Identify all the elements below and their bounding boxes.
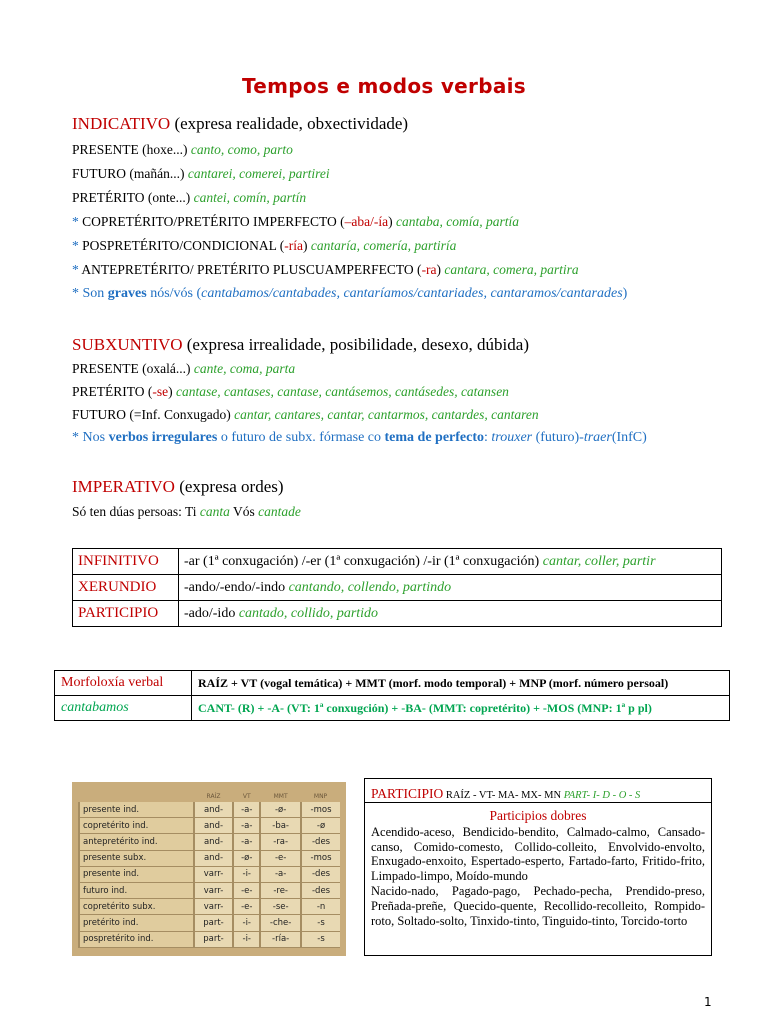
note-example: trouxer bbox=[491, 430, 533, 445]
cell: -e- bbox=[233, 882, 260, 898]
row-content bbox=[179, 601, 722, 627]
cell: -ø- bbox=[260, 802, 301, 818]
row-label: PARTICIPIO bbox=[73, 601, 179, 627]
cell: -ø- bbox=[233, 850, 260, 866]
table-row bbox=[79, 802, 340, 818]
paren: ) bbox=[388, 214, 397, 229]
line-example: cantaba, comía, partía bbox=[396, 214, 520, 229]
cell: -des bbox=[301, 882, 340, 898]
cell: -a- bbox=[233, 802, 260, 818]
line-label: PRETÉRITO ( bbox=[72, 384, 153, 399]
cell: -s bbox=[301, 915, 340, 931]
participio-morphemes: PART- I- D - O - S bbox=[563, 790, 641, 801]
row-label: XERUNDIO bbox=[73, 575, 179, 601]
note-bold: verbos irregulares bbox=[108, 430, 218, 445]
line-label: PRESENTE (oxalá...) bbox=[72, 361, 194, 376]
imperativo-desc: (expresa ordes) bbox=[174, 477, 284, 496]
line-label: FUTURO (=Inf. Conxugado) bbox=[72, 407, 235, 422]
subxuntivo-heading bbox=[72, 335, 529, 355]
line-label: POSPRETÉRITO/CONDICIONAL ( bbox=[82, 238, 285, 253]
table-row bbox=[79, 850, 340, 866]
page-number: 1 bbox=[704, 995, 712, 1009]
note-text: nós/vós ( bbox=[146, 286, 202, 301]
cell: -i- bbox=[233, 931, 260, 947]
cell: -ba- bbox=[260, 818, 301, 834]
row-label: presente ind. bbox=[79, 802, 194, 818]
row-label: copretérito subx. bbox=[79, 899, 194, 915]
line-example: cantade bbox=[258, 504, 301, 519]
indicativo-name: INDICATIVO bbox=[72, 114, 171, 133]
row-label: presente ind. bbox=[79, 866, 194, 882]
note-bold: tema de perfecto bbox=[384, 430, 485, 445]
cell: -e- bbox=[233, 899, 260, 915]
subxuntivo-preterito bbox=[72, 384, 509, 400]
cell: -ø bbox=[301, 818, 340, 834]
note-text: (futuro)- bbox=[532, 430, 584, 445]
line-label: PRESENTE (hoxe...) bbox=[72, 142, 191, 157]
subxuntivo-name: SUBXUNTIVO bbox=[72, 335, 183, 354]
row-text: -ando/-endo/-indo bbox=[184, 579, 289, 595]
subxuntivo-presente bbox=[72, 361, 295, 377]
line-label: FUTURO (mañán...) bbox=[72, 166, 188, 181]
morfoloxia-analysis: CANT- (R) + -A- (VT: 1ª conxugción) + -BA- (MMT: copretérito) + -MOS (MNP: 1ª p pl) bbox=[192, 696, 730, 721]
cell: varr- bbox=[194, 899, 234, 915]
table-row bbox=[73, 549, 722, 575]
indicativo-presente bbox=[72, 142, 293, 158]
line-label: Vós bbox=[229, 504, 259, 519]
row-text: -ado/-ido bbox=[184, 605, 239, 621]
cell: -a- bbox=[260, 866, 301, 882]
morfoloxia-formula: RAÍZ + VT (vogal temática) + MMT (morf. modo temporal) + MNP (morf. número persoal) bbox=[192, 671, 730, 696]
cell: -mos bbox=[301, 850, 340, 866]
participio-header bbox=[365, 779, 711, 803]
paren: ) bbox=[168, 384, 176, 399]
line-example: cantara, comera, partira bbox=[444, 262, 579, 277]
indicativo-copreterito bbox=[72, 214, 519, 230]
col-header: MNP bbox=[313, 792, 328, 800]
row-example: cantando, collendo, partindo bbox=[288, 579, 452, 595]
line-example: canto, como, parto bbox=[190, 142, 293, 157]
col-header: MMT bbox=[273, 792, 288, 800]
col-header bbox=[79, 790, 194, 802]
paren: ) bbox=[303, 238, 311, 253]
table-row bbox=[79, 818, 340, 834]
cell: -re- bbox=[260, 882, 301, 898]
page-title: Tempos e modos verbais bbox=[242, 74, 526, 98]
table-row bbox=[79, 866, 340, 882]
table-row bbox=[73, 601, 722, 627]
line-example: cante, coma, parta bbox=[193, 361, 296, 376]
table-row bbox=[79, 915, 340, 931]
row-content bbox=[179, 549, 722, 575]
line-example: canta bbox=[199, 504, 230, 519]
ending: –aba/-ía bbox=[344, 214, 389, 229]
note-examples: cantabamos/cantabades, cantaríamos/cantariades, cantaramos/cantarades bbox=[201, 286, 623, 301]
cell: -ra- bbox=[260, 834, 301, 850]
row-example: cantar, coller, partir bbox=[542, 553, 656, 569]
cell: -des bbox=[301, 866, 340, 882]
participio-label: PARTICIPIO bbox=[371, 786, 444, 801]
star-mark: * bbox=[72, 238, 83, 253]
verb-table bbox=[78, 790, 340, 948]
row-label: pospretérito ind. bbox=[79, 931, 194, 947]
subxuntivo-note bbox=[72, 430, 647, 446]
line-label: Só ten dúas persoas: Ti bbox=[72, 504, 200, 519]
cell: -a- bbox=[233, 818, 260, 834]
cell: -che- bbox=[260, 915, 301, 931]
star-mark: * bbox=[72, 262, 82, 277]
note-text: * Son bbox=[72, 286, 108, 301]
indicativo-preterito bbox=[72, 190, 306, 206]
participio-box bbox=[364, 778, 712, 956]
line-label: COPRETÉRITO/PRETÉRITO IMPERFECTO ( bbox=[82, 214, 345, 229]
verb-table-photo bbox=[72, 782, 346, 956]
morfoloxia-label: Morfoloxía verbal bbox=[55, 671, 192, 696]
subxuntivo-desc: (expresa irrealidade, posibilidade, desexo, dúbida) bbox=[182, 335, 529, 354]
imperativo-name: IMPERATIVO bbox=[72, 477, 175, 496]
cell: -s bbox=[301, 931, 340, 947]
cell: and- bbox=[194, 850, 234, 866]
indicativo-pospreterito bbox=[72, 238, 456, 254]
cell: -i- bbox=[233, 915, 260, 931]
note-example: traer bbox=[583, 430, 612, 445]
participios-dobres-list-2: Nacido-nado, Pagado-pago, Pechado-pecha, Prendido-preso, Preñada-preñe, Quecido-quente, Recollido-recolleito, Rompido-roto, Soltado-solto, Tinxido-tinto, Tinguido-tinto, Torcido-torto bbox=[371, 884, 705, 928]
ending: -ra bbox=[421, 262, 437, 277]
table-row bbox=[79, 834, 340, 850]
ending: -se bbox=[152, 384, 169, 399]
note-text: (InfC) bbox=[611, 430, 647, 445]
row-label: copretérito ind. bbox=[79, 818, 194, 834]
cell: part- bbox=[194, 931, 234, 947]
participios-dobres-list: Acendido-aceso, Bendicido-bendito, Calmado-calmo, Cansado-canso, Comido-comesto, Collido-colleito, Envolvido-envolto, Enxugado-enxoito, Espertado-esperto, Fartado-farto, Fritido-frito, Limpado-limpo, Moído-mundo bbox=[371, 825, 705, 883]
morfoloxia-table bbox=[54, 670, 730, 721]
row-label: presente subx. bbox=[79, 850, 194, 866]
cell: -a- bbox=[233, 834, 260, 850]
row-label: INFINITIVO bbox=[73, 549, 179, 575]
table-row bbox=[55, 696, 730, 721]
cell: varr- bbox=[194, 866, 234, 882]
table-row bbox=[79, 899, 340, 915]
subxuntivo-futuro bbox=[72, 407, 539, 423]
cell: -n bbox=[301, 899, 340, 915]
table-header-row bbox=[79, 790, 340, 802]
table-row bbox=[79, 931, 340, 947]
note-text: * Nos bbox=[72, 430, 109, 445]
cell: -mos bbox=[301, 802, 340, 818]
row-label: antepretérito ind. bbox=[79, 834, 194, 850]
cell: and- bbox=[194, 818, 234, 834]
morfoloxia-example: cantabamos bbox=[55, 696, 192, 721]
table-row bbox=[73, 575, 722, 601]
indicativo-note bbox=[72, 286, 627, 302]
note-text: : bbox=[484, 430, 492, 445]
line-label: ANTEPRETÉRITO/ PRETÉRITO PLUSCUAMPERFECTO ( bbox=[81, 262, 422, 277]
row-content bbox=[179, 575, 722, 601]
cell: and- bbox=[194, 834, 234, 850]
indicativo-heading bbox=[72, 114, 408, 134]
star-mark: * bbox=[72, 214, 83, 229]
note-text: ) bbox=[622, 286, 628, 301]
line-example: cantase, cantases, cantase, cantásemos, cantásedes, catansen bbox=[176, 384, 509, 399]
indicativo-desc: (expresa realidade, obxectividade) bbox=[170, 114, 409, 133]
cell: -ría- bbox=[260, 931, 301, 947]
col-header: VT bbox=[242, 792, 251, 800]
formas-table bbox=[72, 548, 722, 627]
note-text: o futuro de subx. fórmase co bbox=[217, 430, 385, 445]
line-example: cantar, cantares, cantar, cantarmos, cantardes, cantaren bbox=[234, 407, 539, 422]
row-example: cantado, collido, partido bbox=[238, 605, 379, 621]
cell: -i- bbox=[233, 866, 260, 882]
ending: -ría bbox=[284, 238, 303, 253]
cell: and- bbox=[194, 802, 234, 818]
cell: varr- bbox=[194, 882, 234, 898]
imperativo-line bbox=[72, 504, 301, 520]
imperativo-heading bbox=[72, 477, 284, 497]
participio-formula: RAÍZ - VT- MA- MX- MN bbox=[443, 790, 564, 801]
cell: -e- bbox=[260, 850, 301, 866]
note-bold: graves bbox=[107, 286, 147, 301]
cell: -des bbox=[301, 834, 340, 850]
table-row bbox=[79, 882, 340, 898]
row-label: pretérito ind. bbox=[79, 915, 194, 931]
cell: part- bbox=[194, 915, 234, 931]
participios-dobres-title: Participios dobres bbox=[489, 808, 587, 823]
row-label: futuro ind. bbox=[79, 882, 194, 898]
table-row bbox=[55, 671, 730, 696]
cell: -se- bbox=[260, 899, 301, 915]
line-example: cantei, comín, partín bbox=[193, 190, 307, 205]
line-label: PRETÉRITO (onte...) bbox=[72, 190, 194, 205]
row-text: -ar (1ª conxugación) /-er (1ª conxugación) /-ir (1ª conxugación) bbox=[184, 553, 543, 569]
paren: ) bbox=[436, 262, 445, 277]
line-example: cantarei, comerei, partirei bbox=[187, 166, 330, 181]
col-header: RAÍZ bbox=[206, 792, 221, 800]
indicativo-antepreterito bbox=[72, 262, 579, 278]
indicativo-futuro bbox=[72, 166, 330, 182]
line-example: cantaría, comería, partiría bbox=[310, 238, 457, 253]
